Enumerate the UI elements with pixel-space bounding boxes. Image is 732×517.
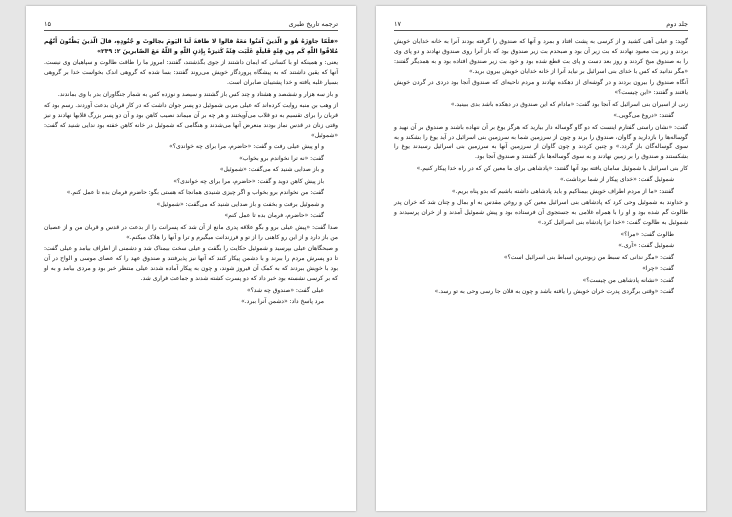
- page-header: [44, 20, 338, 31]
- paragraph: گفت: «وقتی برگردی پدرت خران خویش را یافته باشد و چون به فلان جا رسی وحی به تو رسد.»: [434, 288, 674, 296]
- paragraph: و خداوند به شموئیل وحی کرد که پادشاهی بنی اسرائیل معین کن و روغن مقدس به او بمال و چنان شد که خران پدر طالوت گم شده بود و او را با همراه غلامی به جستجوی آن فرستاده بود و پیش شموئیل آمدند و از خران پرسیدند و شموئیل به طالوت گفت: «خدا ترا پادشاه بنی اسرائیل کرد.»: [394, 199, 688, 227]
- paragraph: گفت: «نشان راستی گفتارم اینست که دو گاو گوساله دار بیارید که هرگز یوغ بر آن ننهاده باشند و صندوق بر آن نهید و گوساله‌ها را بازدارید و گاوان، صندوق را برند و چون از سرزمین شما به سرزمین بنی اسرائیل در آید یوغ را بشکند و به سوی گوساله‌گان باز گردد.» و چنین کردند و چون گاوان از سرزمین آنها به سرزمین بنی اسرائیل رسیدند یوغ را بشکستند و صندوق را بر زمین نهادند و به سوی گوساله‌ها باز گشتند و صندوق آنجا بود.: [394, 123, 688, 161]
- paragraph: و او پیش عیلی رفت و گفت: «حاضرم، مرا برای چه خواندی؟»: [169, 143, 324, 151]
- paragraph: گفتند: «دروغ می‌گویی.»: [613, 112, 674, 120]
- page-body: [44, 37, 338, 307]
- paragraph: و باز سه هزار و ششصد و هشتاد و چند کس باز گشتند و سیصد و نوزده کس به شمار جنگاوران بدر با وی بماندند.: [57, 90, 338, 98]
- paragraph: باز پیش کاهن دوید و گفت: «حاضرم، مرا برای چه خواندی؟»: [173, 177, 324, 185]
- paragraph: شموئیل گفت: «آری.»: [618, 242, 674, 250]
- paragraph: از وهب بن منبه روایت کرده‌اند که عیلی مربی شموئیل دو پسر جوان داشت که در کار قربان بدعت آوردند. رسم بود که قربان را برای تقسیم به دو قلاب می‌آویختند و هر چه بر آن میماند نصیب کاهن بود و آن دو پسر بزرگ قلابها نهادند و نیز وقتی زنان در قدس نماز بودند منعرض آنها می‌شدند و هنگامی که شموئیل در خانه کاهن خفته بود ندایی شنید که گفت: «شموئیل»: [44, 102, 338, 139]
- paragraph: عیلی گفت: «صندوق چه شد؟»: [246, 286, 324, 294]
- paragraph: یعنی: و همینکه او با کسانی که ایمان داشتند از جوی بگذشتند، گفتند: امروز ما را طاقت طالوت و سپاهیان وی نیست. آنها که یقین داشتند که به پیشگاه پروردگار خویش می‌روند گفتند: بسا شده که گروهی اندک بخواست خدا بر گروهی بسیار غلبه یافته و خدا پشتیبان صابران است.: [44, 59, 338, 87]
- paragraph: گفت: «نه ترا نخواندم برو بخواب»: [239, 154, 324, 162]
- running-title: جلد دوم: [666, 20, 688, 28]
- paragraph: شموئیل گفت: «خدای پیکار از شما برداشت.»: [560, 176, 674, 184]
- paragraph: گفت: «مگر ندانی که سبط من زبونترین اسباط بنی اسرائیل است؟»: [503, 253, 674, 261]
- page-header: [394, 20, 688, 31]
- paragraph: زنی از اسیران بنی اسرائیل که آنجا بود گفت: «مادام که این صندوق در دهکده باشد بدی ببینید.»: [450, 100, 688, 108]
- paragraph: گفتند: «ما از مردم اطراف خویش بیمناکیم و باید پادشاهی داشته باشیم که بدو پناه بریم.»: [451, 187, 674, 195]
- paragraph: طالوت گفت: «مرا؟»: [620, 230, 674, 238]
- paragraph: «فلَمّا جاوَزَهُ هُوَ و الّذينَ آمَنُوا مَعَهُ قالوا لا طاقةَ لَنا الیَومَ بجالوتَ و جُنُودِهِ، قالَ الّذینَ یَظُنّونَ أَنّهُم مُلاقُوا اللّهِ کَم مِن فِئَةٍ قَلیلَةٍ غَلَبَت فِئَةً کَثیرَةً بِإذنِ اللّهِ و اللّهُ مَعَ الصّابرینَ ۲: ۲۴۹»: [44, 38, 338, 55]
- running-title: ترجمه تاریخ طبری: [288, 20, 338, 28]
- paragraph: کار بنی اسرائیل با شموئیل سامان یافته بود آنها گفتند: «پادشاهی برای ما معین کن که در راه خدا پیکار کنیم.»: [416, 164, 688, 172]
- page-body: [394, 37, 688, 297]
- paragraph: و شموئیل برفت و بخفت و باز صدایی شنید که می‌گفت: «شموئیل»: [156, 200, 324, 208]
- page-number: ۱۷: [394, 20, 401, 28]
- paragraph: مرد پاسخ داد: «دشمن آنرا ببرد.»: [241, 298, 324, 306]
- paragraph: و صبحگاهان عیلی بپرسید و شموئیل حکایت را بگفت و عیلی سخت بیمناک شد و دشمنی از اطراف بیامد و عیلی گفت: تا دو پسرش مردم را ببرند و با دشمن پیکار کنند که آنها نیز پذیرفتند و صندوق عهد را که عصای موسی و الواح در آن بود با خویش ببردند که به کمک آن فیروز شوند، و چون به پیکار آماده شدند عیلی منتظر خبر بود و مردی بیامد و به او که بر کرسی نشسته بود خبر داد که دو پسرت کشته شدند و جماعت فراری شد.: [44, 245, 338, 283]
- paragraph: و باز صدایی شنید که می‌گفت: «شموئیل»: [219, 166, 324, 174]
- paragraph: صدا گفت: «پیش عیلی برو و بگو علاقه پدری مانع از آن شد که پسرانت را از بدعت در قدس و قربان من و از عصیان من باز دارد و از این رو کاهنی را از تو و فرزندانت میگیرم و ترا و آنها را هلاک میکنم.»: [44, 223, 338, 241]
- paragraph: گوید: و عیلی آهی کشید و از کرسی به پشت افتاد و بمرد و آنها که صندوق را گرفته بودند آنرا به خانه خدایان خویش بردند و زیر بت معبود نهادند که بت زیر آن بود و صبحدم بت زیر صندوق بود که باز آنرا روی صندوق نهادند و دو پای وی را به صندوق میخ کردند و روز بعد دست و پای بت قطع شده بود و خود بت زیر صندوق افتاده بود و به همدیگر گفتند: «مگر ندانید که کس با خدای بنی اسرائیل بر نیاید آنرا از خانه خدایان خویش بیرون برید.»: [394, 38, 688, 75]
- paragraph: گفت: «حاضرم، فرمان بده تا عمل کنم»: [224, 212, 324, 220]
- right-page: [376, 6, 706, 511]
- paragraph: گفت: «چرا»: [642, 265, 674, 273]
- page-number: ۱۵: [44, 20, 51, 28]
- paragraph: گفت: «نشانه پادشاهی من چیست؟»: [582, 276, 674, 284]
- left-page: [26, 6, 356, 511]
- paragraph: آنگاه صندوق را بیرون بردند و در گوشه‌ای از دهکده نهادند و مردم ناحیه‌ای که صندوق آنجا بود دردی در گردن خویش یافتند و گفتند: «این چیست؟»: [394, 79, 688, 97]
- paragraph: گفت: من نخواندم برو بخواب و اگر چیزی شنیدی همانجا که هستی بگو: حاضرم فرمان بده تا عمل کنم.»: [66, 189, 324, 197]
